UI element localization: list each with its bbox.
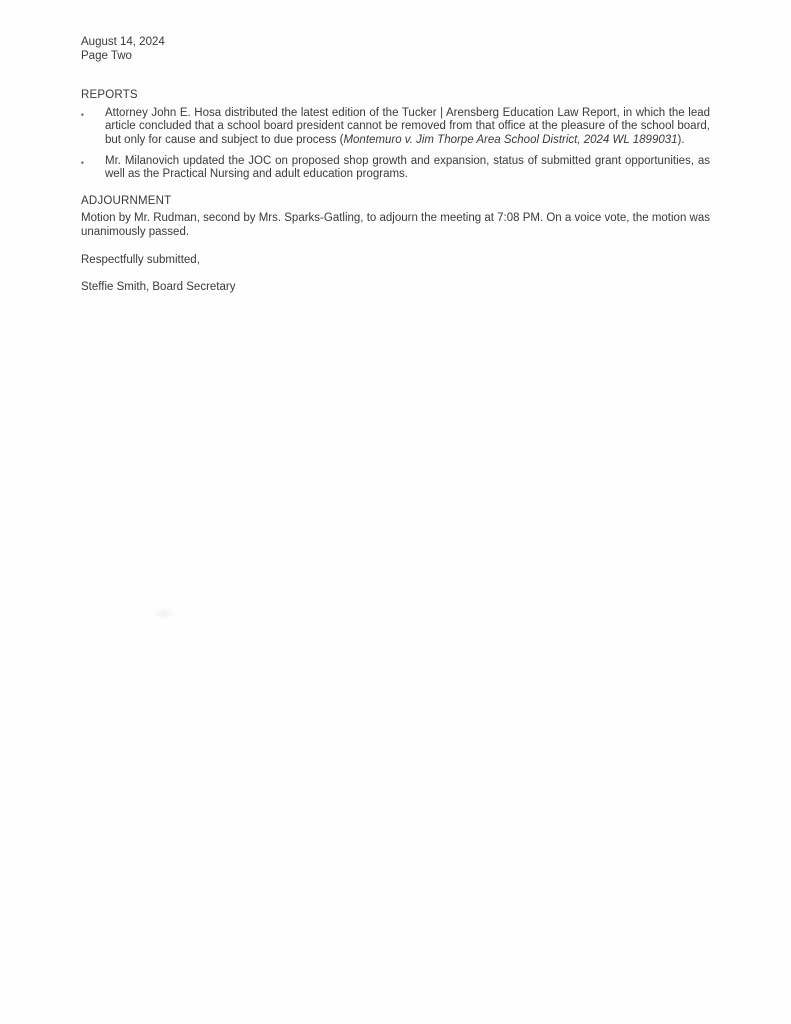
signature-line: Steffie Smith, Board Secretary xyxy=(81,280,236,293)
reports-heading: REPORTS xyxy=(81,89,138,102)
report-item-text xyxy=(105,107,710,148)
square-bullet-icon: ▪ xyxy=(81,157,84,167)
page-header xyxy=(81,36,710,63)
report-item-text xyxy=(105,155,710,182)
square-bullet-icon: ▪ xyxy=(81,109,84,119)
header-date: August 14, 2024 xyxy=(81,36,165,48)
reports-section xyxy=(81,89,710,182)
adjournment-section xyxy=(81,195,710,240)
list-item xyxy=(81,155,710,182)
header-page-number: Page Two xyxy=(81,49,132,62)
valediction: Respectfully submitted, xyxy=(81,253,200,266)
report-item-body: Mr. Milanovich updated the JOC on proposed shop growth and expansion, status of submitted grant opportunities, as well as the Practical Nursing and adult education programs. xyxy=(105,154,710,181)
report-item-body: Attorney John E. Hosa distributed the latest edition of the Tucker | Arensberg Education Law Report, in which the lead article concluded that a school board president cannot be removed from that office at the pleasure of the school board, but only for cause and subject to due process ( xyxy=(105,106,710,146)
closing-block xyxy=(81,254,710,295)
list-item xyxy=(81,107,710,148)
scan-artifact xyxy=(153,607,175,620)
adjournment-heading: ADJOURNMENT xyxy=(81,194,172,207)
document-content xyxy=(0,0,791,294)
adjournment-motion-text: Motion by Mr. Rudman, second by Mrs. Sparks-Gatling, to adjourn the meeting at 7:08 PM. On a voice vote, the motion was unanimously passed. xyxy=(81,212,710,238)
report-item-body-end: ). xyxy=(677,133,685,146)
case-citation: Montemuro v. Jim Thorpe Area School District, 2024 WL 1899031 xyxy=(343,133,678,146)
